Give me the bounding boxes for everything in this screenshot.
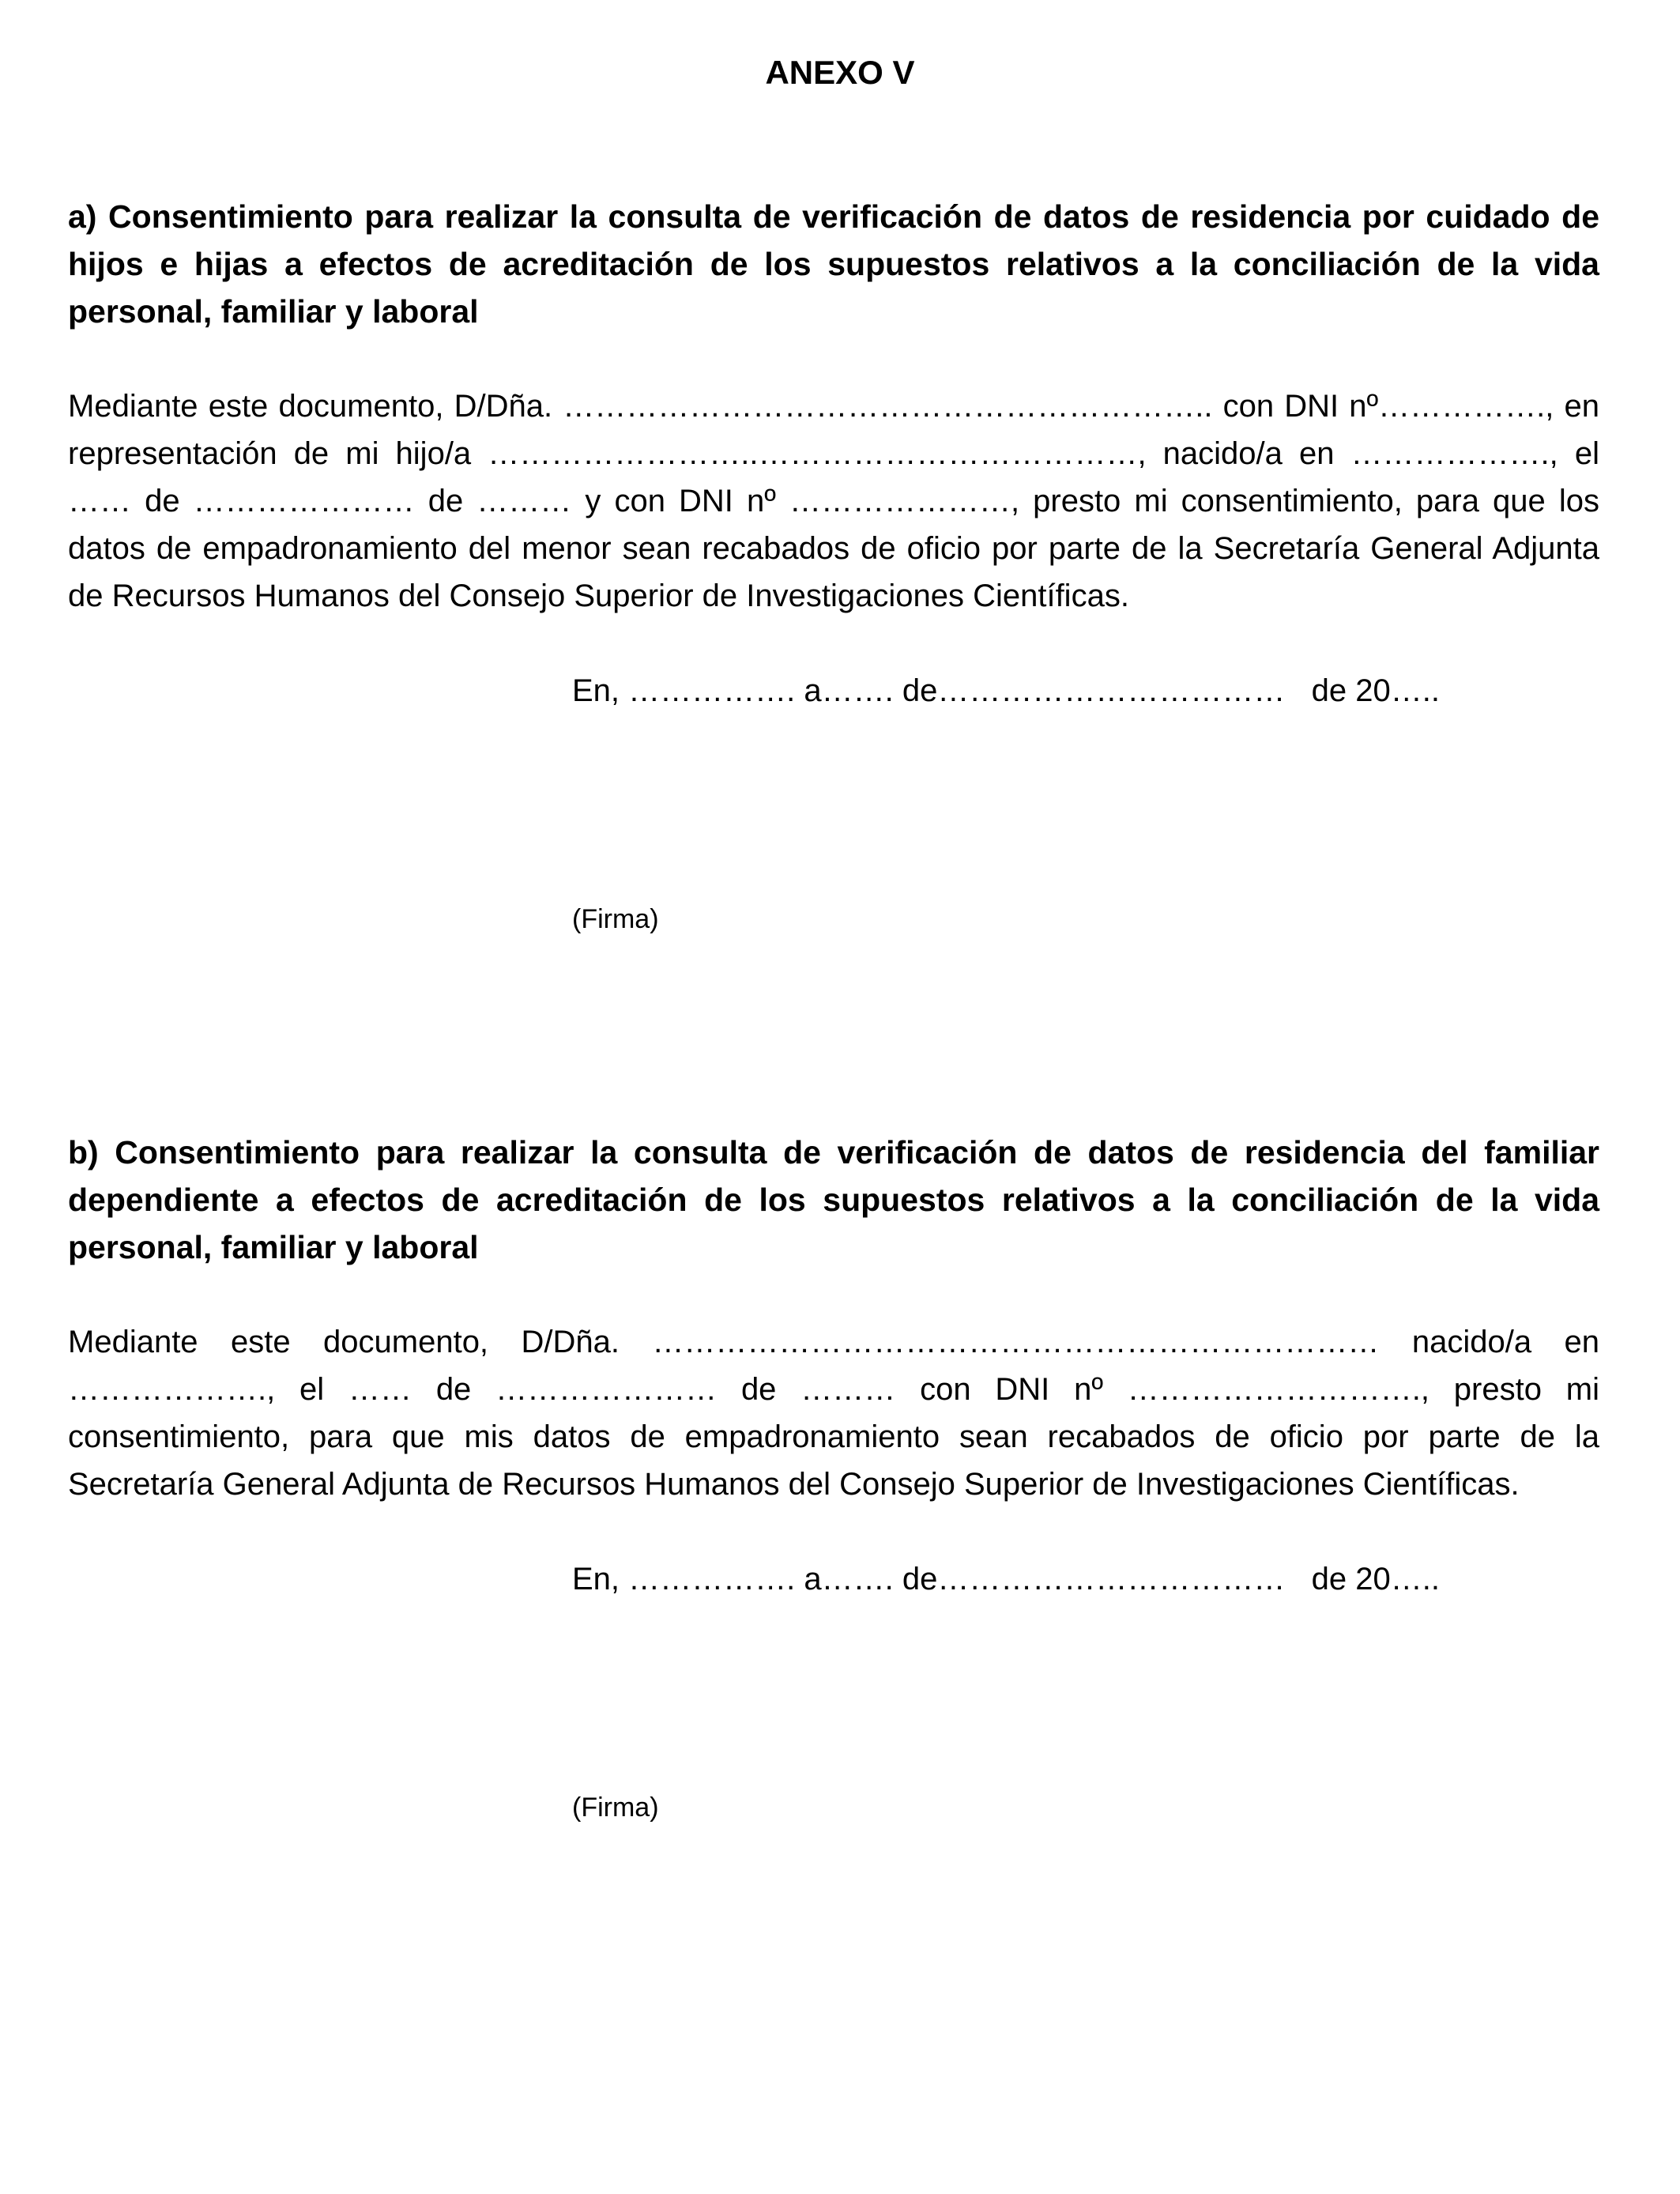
section-a-heading: a) Consentimiento para realizar la consulta de verificación de datos de residencia por cuidado de hijos e hijas a efectos de acreditación de los supuestos relativos a la conciliación de la vida personal, familiar y laboral bbox=[68, 198, 1599, 330]
section-a-signature-label: (Firma) bbox=[572, 904, 659, 934]
section-b-signature-label: (Firma) bbox=[572, 1793, 659, 1823]
section-b-heading: b) Consentimiento para realizar la consulta de verificación de datos de residencia del familiar dependiente a efectos de acreditación de los supuestos relativos a la conciliación de la vida personal, familiar y laboral bbox=[68, 1134, 1599, 1265]
section-b-date-line: En, ……………. a……. de…………………………… de 20….. bbox=[572, 1562, 1441, 1596]
section-a-body: Mediante este documento, D/Dña. …………………………………………………….. con DNI nº……………., en representación de mi hijo/a ……………………..………………………………, nacido/a en ………………., el …… de ………………… de ……… y con DNI nº …………………, presto mi consentimiento, para que los datos de empadronamiento del menor sean recabados de oficio por parte de la Secretaría General Adjunta de Recursos Humanos del Consejo Superior de Investigaciones Científicas. bbox=[68, 389, 1599, 613]
section-b-body: Mediante este documento, D/Dña. …………………………………………………………… nacido/a en ………………., el …… de ………………… de ……… con DNI nº ………………………., presto mi consentimiento, para que mis datos de empadronamiento sean recabados de oficio por parte de la Secretaría General Adjunta de Recursos Humanos del Consejo Superior de Investigaciones Científicas. bbox=[68, 1325, 1599, 1502]
document-title: ANEXO V bbox=[765, 54, 915, 91]
section-a-date-line: En, ……………. a……. de…………………………… de 20….. bbox=[572, 673, 1441, 708]
